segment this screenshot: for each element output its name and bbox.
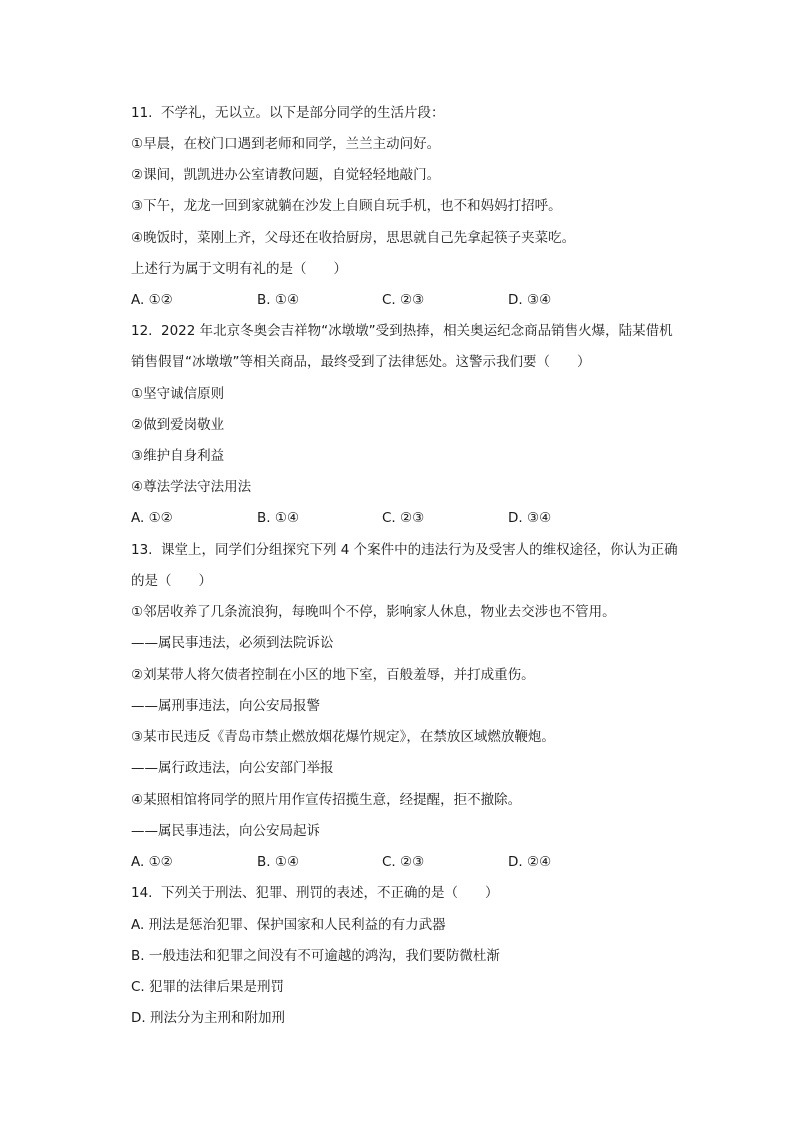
option-d: D. ③④ [508, 510, 552, 526]
question-13-item-2-note: ——属刑事违法，向公安局报警 [131, 698, 320, 714]
option-d: D. ③④ [508, 292, 552, 308]
question-12-stem [131, 321, 701, 341]
question-12-stem-cont: 销售假冒“冰墩墩”等相关商品，最终受到了法律惩处。这警示我们要（ ） [131, 354, 591, 370]
option-c: C. ②③ [382, 292, 425, 308]
question-number: 11. [131, 105, 153, 121]
question-12-item-3: ③维护自身利益 [131, 448, 225, 464]
question-13-options [131, 852, 691, 872]
question-13-item-3: ③某市民违反《青岛市禁止燃放烟花爆竹规定》，在禁放区域燃放鞭炮。 [131, 729, 555, 745]
option-b: B. ①④ [257, 510, 300, 526]
option-c: C. ②③ [382, 854, 425, 870]
question-11-item-2: ②课间，凯凯进办公室请教问题，自觉轻轻地敲门。 [131, 167, 441, 183]
question-13-item-1: ①邻居收养了几条流浪狗，每晚叫个不停，影响家人休息，物业去交涉也不管用。 [131, 604, 616, 620]
question-11-stem [131, 103, 701, 123]
question-13-item-4-note: ——属民事违法，向公安局起诉 [131, 823, 320, 839]
option-a: A. ①② [131, 510, 173, 526]
question-12-item-2: ②做到爱岗敬业 [131, 417, 225, 433]
question-11-item-1: ①早晨，在校门口遇到老师和同学，兰兰主动问好。 [131, 136, 441, 152]
question-14-option-d: D. 刑法分为主刑和附加刑 [131, 1010, 285, 1026]
question-11-prompt: 上述行为属于文明有礼的是（ ） [131, 261, 347, 277]
question-14-option-a: A. 刑法是惩治犯罪、保护国家和人民利益的有力武器 [131, 917, 446, 933]
question-13-item-2: ②刘某带人将欠债者控制在小区的地下室，百般羞辱，并打成重伤。 [131, 667, 535, 683]
question-text: 下列关于刑法、犯罪、刑罚的表述，不正确的是（ ） [161, 885, 499, 901]
question-number: 14. [131, 885, 153, 901]
question-13-item-4: ④某照相馆将同学的照片用作宣传招揽生意，经提醒，拒不撤除。 [131, 792, 522, 808]
option-b: B. ①④ [257, 292, 300, 308]
question-12-item-1: ①坚守诚信原则 [131, 386, 225, 402]
question-12-item-4: ④尊法学法守法用法 [131, 479, 252, 495]
question-text: 不学礼，无以立。以下是部分同学的生活片段： [161, 105, 445, 121]
question-11-options [131, 290, 691, 310]
question-number: 12. [131, 323, 153, 339]
question-13-stem [131, 540, 701, 560]
question-14-option-c: C. 犯罪的法律后果是刑罚 [131, 979, 285, 995]
question-11-item-4: ④晚饭时，菜刚上齐，父母还在收拾厨房，思思就自己先拿起筷子夹菜吃。 [131, 230, 576, 246]
question-13-stem-cont: 的是（ ） [131, 573, 212, 589]
option-b: B. ①④ [257, 854, 300, 870]
question-text: 2022 年北京冬奥会吉祥物“冰墩墩”受到热捧，相关奥运纪念商品销售火爆，陆某借机 [161, 323, 673, 339]
option-a: A. ①② [131, 292, 173, 308]
option-a: A. ①② [131, 854, 173, 870]
option-c: C. ②③ [382, 510, 425, 526]
question-11-item-3: ③下午，龙龙一回到家就躺在沙发上自顾自玩手机，也不和妈妈打招呼。 [131, 198, 562, 214]
question-text: 课堂上，同学们分组探究下列 4 个案件中的违法行为及受害人的维权途径，你认为正确 [161, 542, 678, 558]
question-number: 13. [131, 542, 153, 558]
question-13-item-3-note: ——属行政违法，向公安部门举报 [131, 760, 334, 776]
question-13-item-1-note: ——属民事违法，必须到法院诉讼 [131, 635, 334, 651]
option-d: D. ②④ [508, 854, 552, 870]
question-14-option-b: B. 一般违法和犯罪之间没有不可逾越的鸿沟，我们要防微杜渐 [131, 948, 500, 964]
question-12-options [131, 508, 691, 528]
question-14-stem [131, 883, 701, 903]
